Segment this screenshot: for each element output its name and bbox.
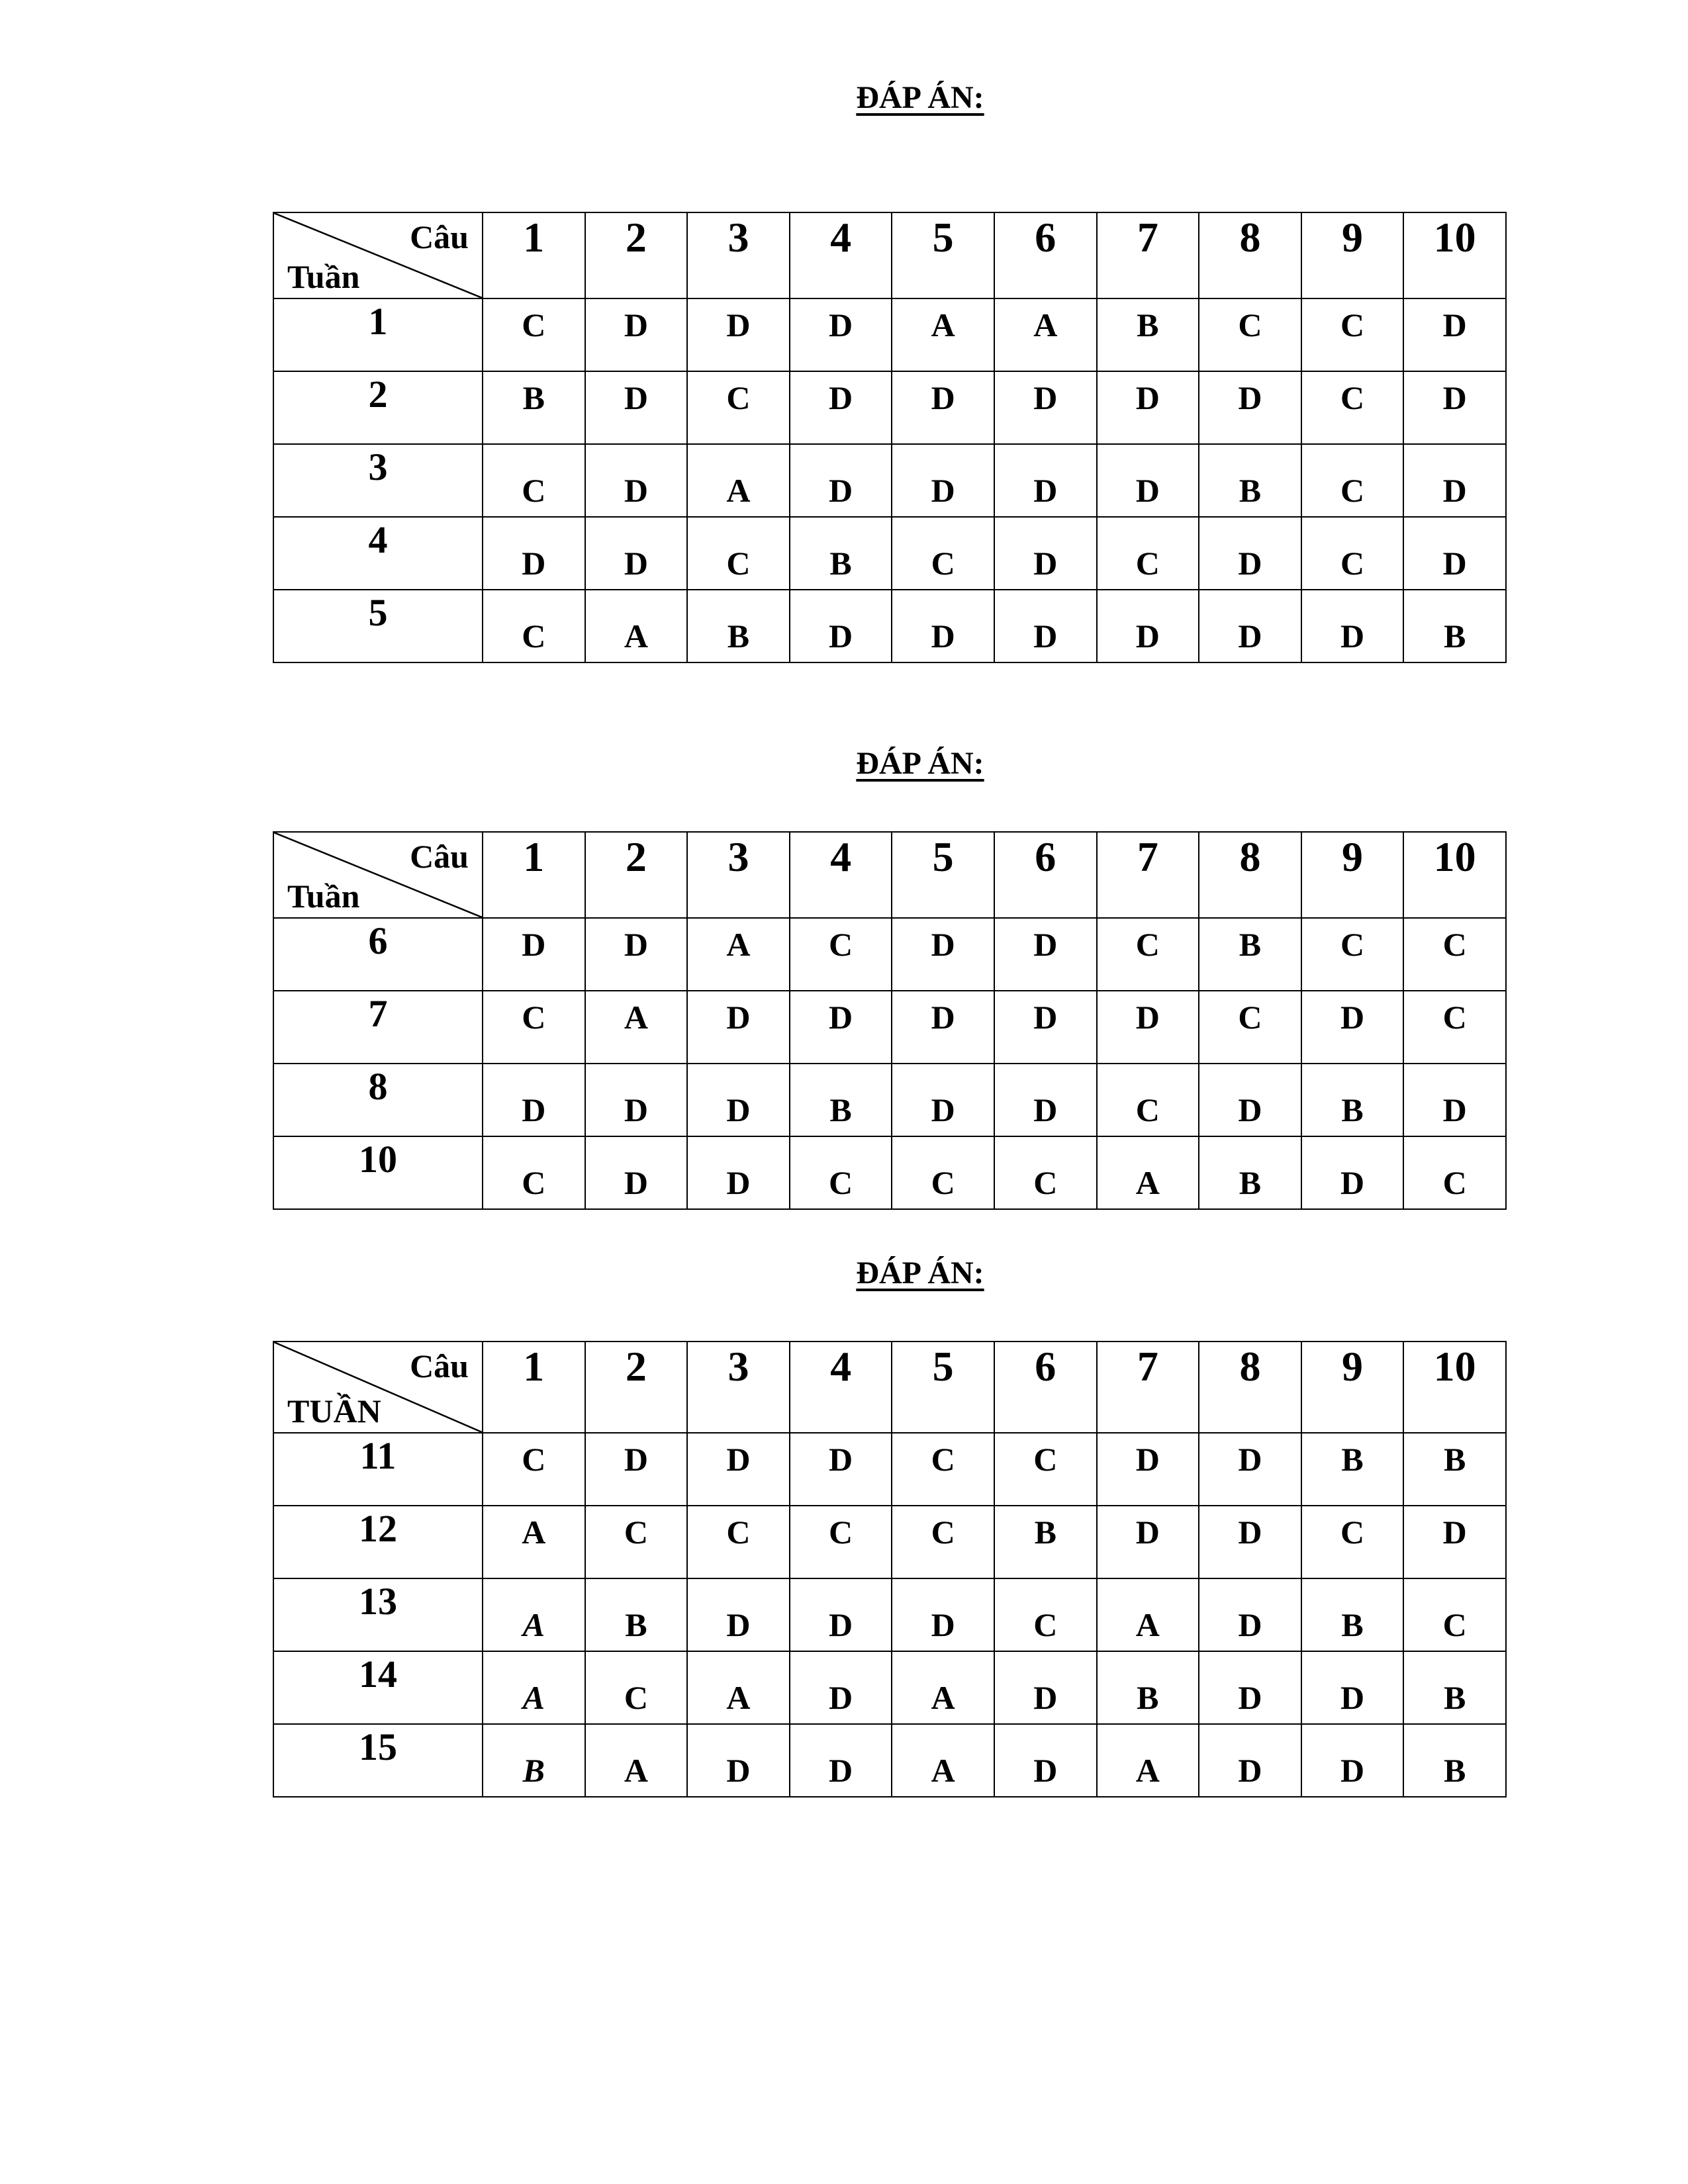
- answer-cell: A: [483, 1651, 585, 1724]
- answer-cell: D: [585, 444, 688, 517]
- answer-cell: C: [790, 1506, 892, 1578]
- answer-cell: D: [1301, 991, 1404, 1064]
- answer-cell: B: [1301, 1578, 1404, 1651]
- question-number-header: 3: [687, 212, 790, 298]
- answer-cell: D: [1301, 1651, 1404, 1724]
- answer-cell: D: [1199, 1064, 1301, 1136]
- answer-cell: D: [687, 1136, 790, 1209]
- question-number-header: 7: [1097, 1342, 1199, 1433]
- question-number-header: 10: [1403, 832, 1506, 918]
- answer-cell: D: [994, 590, 1097, 662]
- answer-cell: C: [1301, 517, 1404, 590]
- question-axis-label: Câu: [410, 838, 469, 875]
- answer-heading-3: ĐÁP ÁN:: [856, 1255, 984, 1291]
- week-number-cell: 6: [273, 918, 483, 991]
- week-number-cell: 8: [273, 1064, 483, 1136]
- answer-cell: B: [1403, 1724, 1506, 1797]
- answer-cell: B: [1199, 444, 1301, 517]
- answer-cell: D: [1301, 1136, 1404, 1209]
- answer-cell: A: [687, 444, 790, 517]
- answer-cell: C: [1301, 298, 1404, 371]
- week-number-cell: 3: [273, 444, 483, 517]
- answer-cell: D: [892, 1064, 994, 1136]
- answer-cell: B: [1199, 918, 1301, 991]
- answer-cell: D: [1199, 517, 1301, 590]
- answer-cell: A: [892, 1724, 994, 1797]
- question-number-header: 5: [892, 832, 994, 918]
- answer-cell: D: [585, 1136, 688, 1209]
- week-number-cell: 15: [273, 1724, 483, 1797]
- answer-cell: B: [1199, 1136, 1301, 1209]
- answer-cell: C: [483, 298, 585, 371]
- answer-cell: D: [1097, 991, 1199, 1064]
- question-number-header: 6: [994, 832, 1097, 918]
- answer-cell: B: [483, 1724, 585, 1797]
- week-number-cell: 11: [273, 1433, 483, 1506]
- answer-cell: D: [790, 590, 892, 662]
- answer-cell: A: [892, 298, 994, 371]
- answer-cell: D: [585, 1433, 688, 1506]
- answer-cell: C: [994, 1433, 1097, 1506]
- question-number-header: 4: [790, 832, 892, 918]
- answer-cell: B: [1403, 1433, 1506, 1506]
- answer-cell: A: [585, 991, 688, 1064]
- week-number-cell: 13: [273, 1578, 483, 1651]
- answer-cell: D: [790, 1578, 892, 1651]
- answer-cell: D: [790, 991, 892, 1064]
- table-row: [273, 1433, 1506, 1506]
- answer-cell: D: [790, 1433, 892, 1506]
- answer-cell: C: [585, 1651, 688, 1724]
- header-row: [273, 1342, 1506, 1433]
- answer-cell: C: [1199, 298, 1301, 371]
- answer-cell: B: [1403, 590, 1506, 662]
- answer-cell: A: [1097, 1724, 1199, 1797]
- answer-cell: D: [892, 444, 994, 517]
- answer-cell: D: [1199, 1433, 1301, 1506]
- answer-cell: A: [1097, 1136, 1199, 1209]
- answer-cell: A: [483, 1506, 585, 1578]
- table-row: [273, 1136, 1506, 1209]
- table-row: [273, 918, 1506, 991]
- question-number-header: 8: [1199, 1342, 1301, 1433]
- answer-cell: A: [483, 1578, 585, 1651]
- answer-cell: C: [1097, 918, 1199, 991]
- answer-cell: D: [790, 298, 892, 371]
- answer-cell: D: [1097, 1433, 1199, 1506]
- answer-cell: D: [994, 444, 1097, 517]
- corner-header-cell: [273, 1342, 483, 1433]
- answer-cell: C: [1199, 991, 1301, 1064]
- answer-cell: A: [687, 918, 790, 991]
- answer-cell: D: [1301, 590, 1404, 662]
- answer-cell: C: [1403, 1136, 1506, 1209]
- answer-cell: C: [483, 444, 585, 517]
- week-number-cell: 12: [273, 1506, 483, 1578]
- answer-cell: D: [892, 991, 994, 1064]
- answer-cell: C: [892, 517, 994, 590]
- question-number-header: 6: [994, 1342, 1097, 1433]
- table-row: [273, 991, 1506, 1064]
- question-number-header: 4: [790, 1342, 892, 1433]
- answer-cell: C: [1301, 918, 1404, 991]
- answer-cell: C: [483, 1433, 585, 1506]
- answer-heading-1: ĐÁP ÁN:: [856, 80, 984, 115]
- question-number-header: 2: [585, 1342, 688, 1433]
- answer-cell: D: [892, 918, 994, 991]
- answer-cell: C: [1403, 991, 1506, 1064]
- answer-cell: D: [1097, 444, 1199, 517]
- answer-cell: C: [892, 1506, 994, 1578]
- answer-cell: B: [1097, 298, 1199, 371]
- answer-cell: C: [1301, 444, 1404, 517]
- answer-cell: D: [1199, 1578, 1301, 1651]
- week-number-cell: 14: [273, 1651, 483, 1724]
- answer-cell: B: [1301, 1433, 1404, 1506]
- answer-cell: D: [585, 298, 688, 371]
- answer-cell: D: [1199, 371, 1301, 444]
- answer-cell: B: [1097, 1651, 1199, 1724]
- answer-cell: B: [790, 1064, 892, 1136]
- answer-cell: C: [687, 517, 790, 590]
- answer-cell: A: [585, 590, 688, 662]
- question-number-header: 2: [585, 212, 688, 298]
- answer-cell: D: [994, 517, 1097, 590]
- question-number-header: 10: [1403, 1342, 1506, 1433]
- answer-cell: D: [1097, 590, 1199, 662]
- answer-cell: D: [1199, 1651, 1301, 1724]
- question-number-header: 6: [994, 212, 1097, 298]
- question-number-header: 1: [483, 212, 585, 298]
- answer-table-1: [273, 212, 1507, 663]
- answer-cell: C: [790, 918, 892, 991]
- answer-cell: C: [687, 371, 790, 444]
- answer-cell: D: [483, 1064, 585, 1136]
- answer-cell: C: [994, 1136, 1097, 1209]
- answer-cell: D: [483, 517, 585, 590]
- answer-cell: D: [994, 918, 1097, 991]
- question-number-header: 3: [687, 832, 790, 918]
- answer-cell: D: [585, 371, 688, 444]
- question-number-header: 8: [1199, 212, 1301, 298]
- question-number-header: 8: [1199, 832, 1301, 918]
- question-number-header: 3: [687, 1342, 790, 1433]
- question-number-header: 5: [892, 1342, 994, 1433]
- answer-cell: D: [892, 371, 994, 444]
- table-row: [273, 444, 1506, 517]
- answer-cell: B: [585, 1578, 688, 1651]
- answer-cell: C: [585, 1506, 688, 1578]
- answer-cell: D: [994, 371, 1097, 444]
- answer-cell: D: [994, 1064, 1097, 1136]
- answer-cell: D: [994, 991, 1097, 1064]
- table-row: [273, 298, 1506, 371]
- answer-cell: D: [585, 517, 688, 590]
- table-row: [273, 1506, 1506, 1578]
- answer-cell: D: [687, 991, 790, 1064]
- answer-cell: D: [585, 1064, 688, 1136]
- answer-cell: D: [994, 1651, 1097, 1724]
- answer-cell: C: [1301, 371, 1404, 444]
- week-number-cell: 5: [273, 590, 483, 662]
- week-number-cell: 2: [273, 371, 483, 444]
- answer-cell: C: [483, 991, 585, 1064]
- table-row: [273, 1651, 1506, 1724]
- answer-cell: C: [994, 1578, 1097, 1651]
- answer-cell: D: [1403, 444, 1506, 517]
- table-row: [273, 1724, 1506, 1797]
- answer-cell: C: [892, 1433, 994, 1506]
- header-row: [273, 832, 1506, 918]
- answer-cell: C: [1097, 517, 1199, 590]
- answer-cell: D: [1199, 1724, 1301, 1797]
- answer-cell: B: [790, 517, 892, 590]
- answer-cell: C: [1097, 1064, 1199, 1136]
- answer-cell: D: [892, 1578, 994, 1651]
- answer-cell: D: [1199, 1506, 1301, 1578]
- answer-cell: B: [994, 1506, 1097, 1578]
- question-number-header: 1: [483, 832, 585, 918]
- corner-header-cell: [273, 832, 483, 918]
- question-number-header: 7: [1097, 212, 1199, 298]
- answer-cell: D: [994, 1724, 1097, 1797]
- answer-cell: A: [1097, 1578, 1199, 1651]
- answer-cell: D: [585, 918, 688, 991]
- answer-cell: D: [790, 1724, 892, 1797]
- answer-cell: D: [1097, 1506, 1199, 1578]
- answer-cell: C: [790, 1136, 892, 1209]
- week-number-cell: 4: [273, 517, 483, 590]
- answer-cell: D: [1403, 517, 1506, 590]
- question-number-header: 1: [483, 1342, 585, 1433]
- corner-header-cell: [273, 212, 483, 298]
- answer-cell: D: [790, 371, 892, 444]
- week-axis-label: TUẦN: [287, 1392, 381, 1430]
- answer-cell: C: [687, 1506, 790, 1578]
- answer-cell: C: [483, 1136, 585, 1209]
- answer-cell: B: [1301, 1064, 1404, 1136]
- question-number-header: 5: [892, 212, 994, 298]
- answer-cell: A: [994, 298, 1097, 371]
- answer-cell: D: [1301, 1724, 1404, 1797]
- question-axis-label: Câu: [410, 218, 469, 255]
- answer-cell: C: [892, 1136, 994, 1209]
- answer-cell: D: [1403, 1506, 1506, 1578]
- week-number-cell: 1: [273, 298, 483, 371]
- question-number-header: 9: [1301, 1342, 1404, 1433]
- question-number-header: 9: [1301, 212, 1404, 298]
- answer-cell: A: [585, 1724, 688, 1797]
- answer-cell: C: [1301, 1506, 1404, 1578]
- week-axis-label: Tuần: [287, 878, 360, 915]
- answer-table-2: [273, 831, 1507, 1210]
- answer-cell: C: [483, 590, 585, 662]
- table-row: [273, 517, 1506, 590]
- table-row: [273, 1064, 1506, 1136]
- answer-cell: A: [892, 1651, 994, 1724]
- answer-cell: B: [1403, 1651, 1506, 1724]
- answer-cell: D: [892, 590, 994, 662]
- week-number-cell: 10: [273, 1136, 483, 1209]
- answer-cell: D: [1403, 371, 1506, 444]
- answer-cell: D: [483, 918, 585, 991]
- week-axis-label: Tuần: [287, 258, 360, 295]
- question-number-header: 10: [1403, 212, 1506, 298]
- answer-cell: D: [687, 1064, 790, 1136]
- header-row: [273, 212, 1506, 298]
- answer-cell: B: [687, 590, 790, 662]
- answer-cell: D: [687, 1724, 790, 1797]
- answer-cell: C: [1403, 1578, 1506, 1651]
- question-number-header: 9: [1301, 832, 1404, 918]
- answer-table-3: [273, 1341, 1507, 1797]
- answer-cell: D: [1199, 590, 1301, 662]
- table-row: [273, 590, 1506, 662]
- answer-cell: A: [687, 1651, 790, 1724]
- answer-cell: D: [1403, 298, 1506, 371]
- question-number-header: 7: [1097, 832, 1199, 918]
- table-row: [273, 371, 1506, 444]
- week-number-cell: 7: [273, 991, 483, 1064]
- answer-cell: B: [483, 371, 585, 444]
- answer-cell: D: [687, 298, 790, 371]
- answer-cell: D: [790, 1651, 892, 1724]
- table-row: [273, 1578, 1506, 1651]
- answer-cell: C: [1403, 918, 1506, 991]
- answer-cell: D: [1097, 371, 1199, 444]
- answer-cell: D: [687, 1578, 790, 1651]
- answer-cell: D: [790, 444, 892, 517]
- question-number-header: 2: [585, 832, 688, 918]
- answer-cell: D: [687, 1433, 790, 1506]
- question-number-header: 4: [790, 212, 892, 298]
- answer-cell: D: [1403, 1064, 1506, 1136]
- question-axis-label: Câu: [410, 1347, 469, 1385]
- answer-heading-2: ĐÁP ÁN:: [856, 746, 984, 781]
